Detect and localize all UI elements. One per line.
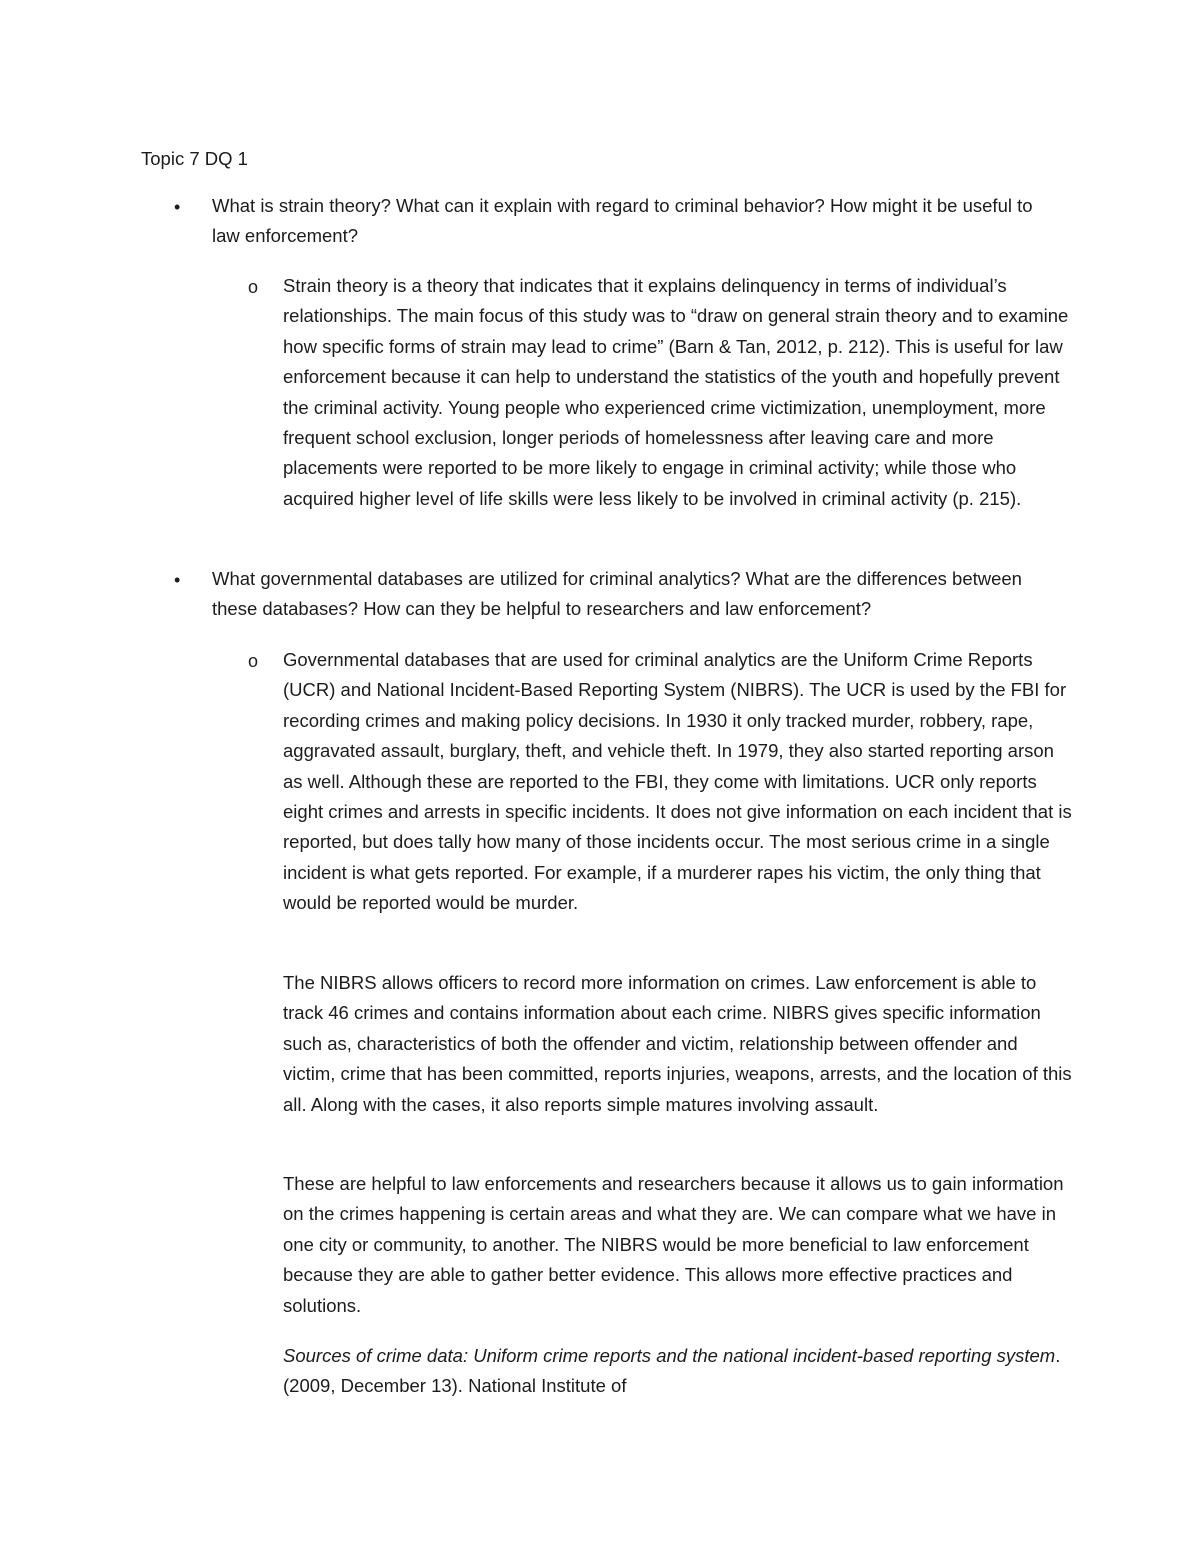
question-2-text: What governmental databases are utilized for criminal analytics? What are the differences between these databases? How can they be helpful to researchers and law enforcement?: [212, 568, 1022, 620]
bullet-marker: •: [174, 570, 181, 590]
answer-2-paragraph-3: These are helpful to law enforcements and researchers because it allows us to gain information on the crimes happening is certain areas and what they are. We can compare what we have in one city or community, to another. The NIBRS would be more beneficial to law enforcement because they are able to gather better evidence. This allows more effective practices and solutions.: [283, 1173, 1064, 1316]
question-1-text: What is strain theory? What can it explain with regard to criminal behavior? How might it be useful to law enforcement?: [212, 195, 1033, 247]
sub-bullet-marker: o: [248, 651, 259, 671]
reference-details: . (2009, December 13). National Institute of: [283, 1345, 1061, 1397]
answer-1-paragraph: Strain theory is a theory that indicates that it explains delinquency in terms of individual’s relationships. The main focus of this study was to “draw on general strain theory and to examine how specific forms of strain may lead to crime” (Barn & Tan, 2012, p. 212). This is useful for law enforcement because it can help to understand the statistics of the youth and hopefully prevent the criminal activity. Young people who experienced crime victimization, unemployment, more frequent school exclusion, longer periods of homelessness after leaving care and more placements were reported to be more likely to engage in criminal activity; while those who acquired higher level of life skills were less likely to be involved in criminal activity (p. 215).: [283, 275, 1069, 509]
document-title: Topic 7 DQ 1: [141, 148, 248, 169]
reference-title: Sources of crime data: Uniform crime reports and the national incident-based reporting system: [283, 1345, 1056, 1366]
answer-2-paragraph-1: Governmental databases that are used for criminal analytics are the Uniform Crime Reports (UCR) and National Incident-Based Reporting System (NIBRS). The UCR is used by the FBI for recording crimes and making policy decisions. In 1930 it only tracked murder, robbery, rape, aggravated assault, burglary, theft, and vehicle theft. In 1979, they also started reporting arson as well. Although these are reported to the FBI, they come with limitations. UCR only reports eight crimes and arrests in specific incidents. It does not give information on each incident that is reported, but does tally how many of those incidents occur. The most serious crime in a single incident is what gets reported. For example, if a murderer rapes his victim, the only thing that would be reported would be murder.: [283, 649, 1072, 914]
sub-bullet-marker: o: [248, 277, 259, 297]
reference-citation: [283, 1341, 1073, 1402]
answer-2-paragraph-2: The NIBRS allows officers to record more information on crimes. Law enforcement is able to track 46 crimes and contains information about each crime. NIBRS gives specific information such as, characteristics of both the offender and victim, relationship between offender and victim, crime that has been committed, reports injuries, weapons, arrests, and the location of this all. Along with the cases, it also reports simple matures involving assault.: [283, 972, 1072, 1115]
bullet-marker: •: [174, 197, 181, 217]
